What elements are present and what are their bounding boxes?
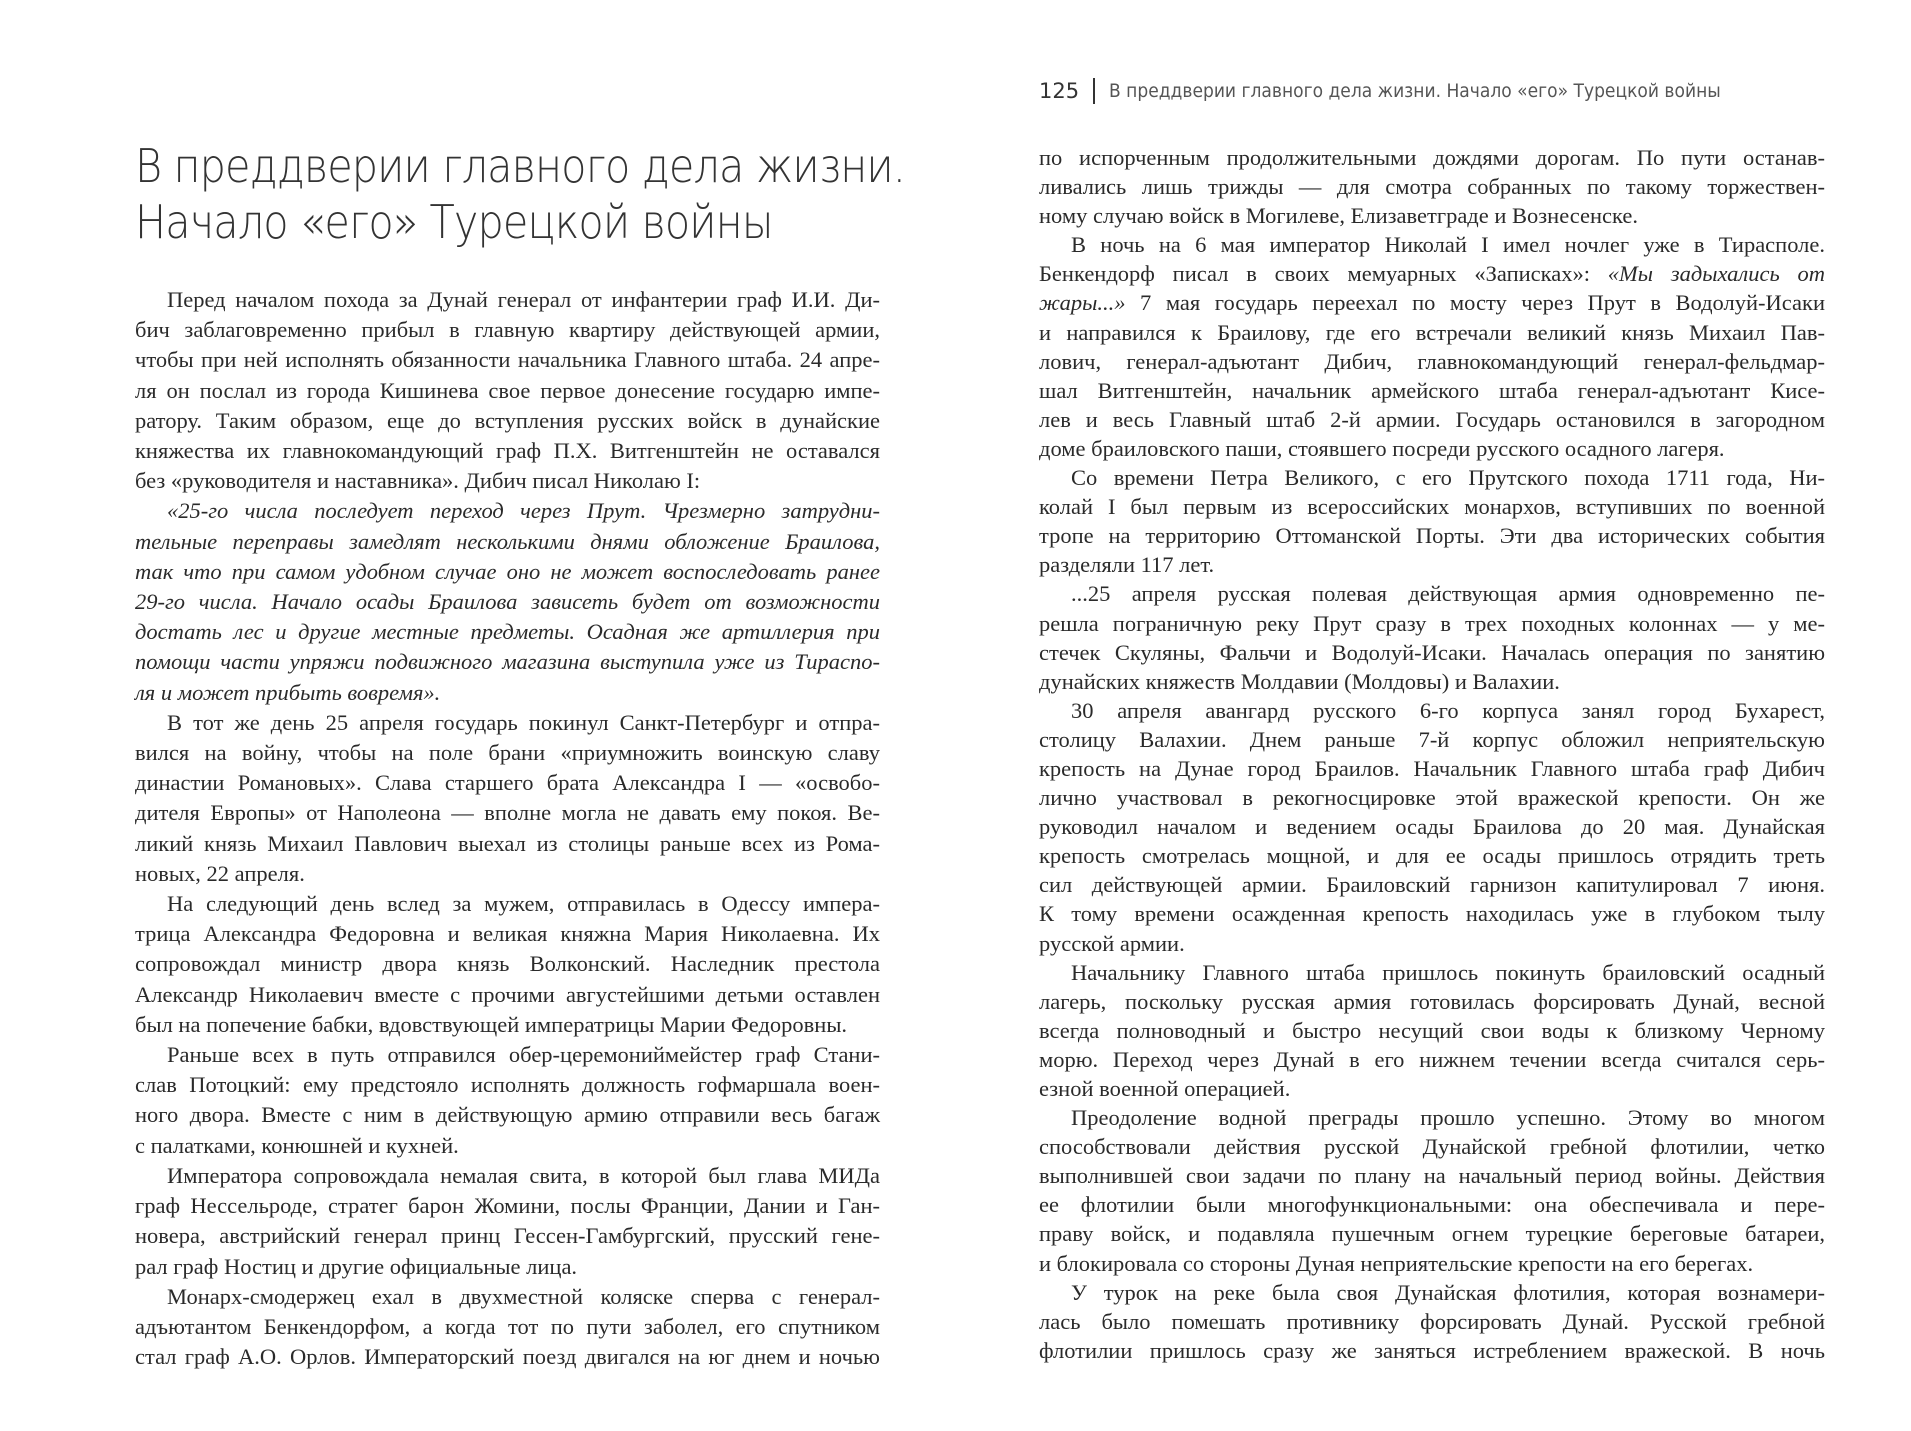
text-line: дунайских княжеств Молдавии (Молдовы) и Валахии. [1039, 668, 1560, 694]
text-line: бич заблаговременно прибыл в главную квартиру действующей армии, [135, 317, 880, 343]
running-head [1039, 78, 1789, 104]
paragraph [135, 285, 880, 496]
text-line: ...25 апреля русская полевая действующая армия одновременно пе- [1071, 581, 1825, 607]
paragraph [1039, 463, 1825, 579]
text-line: княжества их главнокомандующий граф П.Х. Витгенштейн не оставался [135, 438, 880, 464]
paragraph [1039, 143, 1825, 230]
text-line: и направился к Браилову, где его встречали великий князь Михаил Пав- [1039, 319, 1825, 345]
text-line: крепость смотрелась мощной, и для ее осады пришлось отрядить треть [1039, 843, 1825, 869]
text-line: способствовали действия русской Дунайской гребной флотилии, четко [1039, 1134, 1825, 1160]
text-line: 29-го числа. Начало осады Браилова зависеть будет от возможности [135, 589, 880, 615]
text-line: ее флотилии были многофункциональными: она обеспечивала и пере- [1039, 1192, 1825, 1218]
text-line: ного двора. Вместе с ним в действующую армию отправили весь багаж [135, 1102, 880, 1128]
text-line: новера, австрийский генерал принц Гессен-Гамбургский, прусский гене- [135, 1223, 880, 1249]
text-line: доме браиловского паши, стоявшего посреди русского осадного лагеря. [1039, 435, 1725, 461]
text-line: флотилии пришлось сразу же заняться истреблением вражеской. В ночь [1039, 1337, 1825, 1363]
chapter-title-line: Начало «его» Турецкой войны [135, 195, 773, 249]
text-line: В тот же день 25 апреля государь покинул Санкт-Петербург и отпра- [167, 709, 880, 735]
chapter-title [135, 138, 905, 250]
left-page-body [135, 285, 880, 1372]
text-line: без «руководителя и наставника». Дибич писал Николаю I: [135, 468, 701, 494]
text-line: Начальнику Главного штаба пришлось покинуть браиловский осадный [1071, 959, 1825, 985]
text-line: колай I был первым из всероссийских монархов, вступивших по военной [1039, 494, 1825, 520]
italic-quote: жары...» [1039, 290, 1141, 316]
text-line: шал Витгенштейн, начальник армейского штаба генерал-адъютант Кисе- [1039, 377, 1825, 403]
paragraph [1039, 1278, 1825, 1365]
text-line: тропе на территорию Оттоманской Порты. Эти два исторических события [1039, 523, 1825, 549]
text-line: Перед началом похода за Дунай генерал от инфантерии граф И.И. Ди- [167, 287, 880, 312]
text-line: так что при самом удобном случае оно не может воспоследовать ранее [135, 558, 880, 584]
text-line: Императора сопровождала немалая свита, в которой был глава МИДа [167, 1162, 880, 1188]
text-line: крепость на Дунае город Браилов. Начальник Главного штаба граф Дибич [1039, 755, 1825, 781]
paragraph [1039, 696, 1825, 958]
text-line: вился на войну, чтобы на поле брани «приумножить воинскую славу [135, 740, 880, 766]
text-line: На следующий день вслед за мужем, отправилась в Одессу импера- [167, 891, 880, 917]
running-head-title: В преддверии главного дела жизни. Начало «его» Турецкой войны [1109, 80, 1721, 102]
text-line [1039, 259, 1825, 288]
text-line: помощи части упряжи подвижного магазина выступила уже из Тираспо- [135, 649, 880, 675]
text-line: ратору. Таким образом, еще до вступления русских войск в дунайские [135, 407, 880, 433]
text-line: выполнившей свои задачи по плану на начальный период войны. Действия [1039, 1163, 1825, 1189]
text-line: лагерь, поскольку русская армия готовилась форсировать Дунай, весной [1039, 988, 1825, 1014]
text-line: стечек Скуляны, Фальчи и Водолуй-Исаки. Началась операция по занятию [1039, 639, 1825, 665]
text-line: лев и весь Главный штаб 2-й армии. Государь остановился в загородном [1039, 406, 1825, 432]
paragraph [135, 1040, 880, 1161]
header-divider [1093, 78, 1095, 104]
text-line: Александр Николаевич вместе с прочими августейшими детьми оставлен [135, 981, 880, 1007]
text-line: русской армии. [1039, 930, 1185, 956]
text-line: адъютантом Бенкендорфом, а когда тот по пути заболел, его спутником [135, 1313, 880, 1339]
text-line: столицу Валахии. Днем раньше 7-й корпус обложил неприятельскую [1039, 726, 1825, 752]
text-line: лась было помешать противнику форсировать Дунай. Русской гребной [1039, 1308, 1825, 1334]
paragraph [135, 708, 880, 889]
text-line: праву войск, и подавляла пушечным огнем турецкие береговые батареи, [1039, 1221, 1825, 1247]
paragraph [1039, 958, 1825, 1103]
text-line: граф Нессельроде, стратег барон Жомини, послы Франции, Дании и Ган- [135, 1193, 880, 1219]
text-line: К тому времени осажденная крепость находилась уже в глубоком тылу [1039, 901, 1825, 927]
text-line: разделяли 117 лет. [1039, 552, 1215, 578]
text-line: новых, 22 апреля. [135, 860, 305, 886]
text-line: ля и может прибыть вовремя». [135, 679, 441, 705]
text-line: чтобы при ней исполнять обязанности начальника Главного штаба. 24 апре- [135, 347, 880, 373]
text-line: решла пограничную реку Прут сразу в трех походных колоннах — у ме- [1039, 610, 1825, 636]
text-line: В ночь на 6 мая император Николай I имел ночлег уже в Тирасполе. [1071, 232, 1825, 258]
text-line: дителя Европы» от Наполеона — вполне могла не давать ему покоя. Ве- [135, 800, 880, 826]
text-line: ля он послал из города Кишинева свое первое донесение государю импе- [135, 377, 880, 403]
text-line: езной военной операцией. [1039, 1076, 1291, 1101]
text-line: рал граф Ностиц и другие официальные лица. [135, 1253, 578, 1279]
text-line: Раньше всех в путь отправился обер-церемониймейстер граф Стани- [167, 1042, 880, 1068]
chapter-title-line: В преддверии главного дела жизни. [135, 139, 906, 193]
text-line: Со времени Петра Великого, с его Прутского похода 1711 года, Ни- [1071, 465, 1825, 491]
text-line: Монарх-смодержец ехал в двухместной коляске сперва с генерал- [167, 1283, 880, 1309]
text-line: по испорченным продолжительными дождями дорогам. По пути останав- [1039, 145, 1825, 170]
text-line: морю. Переход через Дунай в его нижнем течении всегда считался серь- [1039, 1046, 1825, 1072]
paragraph [1039, 1103, 1825, 1278]
text-line: Преодоление водной преграды прошло успешно. Этому во многом [1071, 1105, 1825, 1131]
text-line: лович, генерал-адъютант Дибич, главнокомандующий генерал-фельдмар- [1039, 348, 1825, 374]
text-line: тельные переправы замедлят несколькими днями обложение Браилова, [135, 528, 880, 554]
text-line: трица Александра Федоровна и великая княжна Мария Николаевна. Их [135, 921, 880, 947]
page-number: 125 [1039, 79, 1080, 103]
paragraph [1039, 579, 1825, 695]
text-line: достать лес и другие местные предметы. Осадная же артиллерия при [135, 619, 880, 645]
text-line: сил действующей армии. Браиловский гарнизон капитулировал 7 июня. [1039, 872, 1825, 898]
text-line: всегда полноводный и быстро несущий свои воды к близкому Черному [1039, 1017, 1825, 1043]
text-line: ливались лишь трижды — для смотра собранных по такому торжествен- [1039, 174, 1825, 200]
text-segment: Бенкендорф писал в своих мемуарных «Записках»: [1039, 261, 1608, 287]
italic-quote: «Мы задыхались от [1607, 261, 1826, 287]
text-line: лично участвовал в рекогносцировке этой вражеской крепости. Он же [1039, 785, 1825, 811]
text-line: «25-го числа последует переход через Прут. Чрезмерно затрудни- [167, 498, 880, 524]
paragraph [135, 889, 880, 1040]
text-line: стал граф А.О. Орлов. Императорский поезд двигался на юг днем и ночью [135, 1344, 880, 1370]
text-line: с палатками, конюшней и кухней. [135, 1132, 459, 1158]
paragraph [135, 1282, 880, 1373]
text-line: 30 апреля авангард русского 6-го корпуса занял город Бухарест, [1071, 697, 1825, 723]
text-line: У турок на реке была своя Дунайская флотилия, которая вознамери- [1071, 1279, 1825, 1305]
text-line: ликий князь Михаил Павлович выехал из столицы раньше всех из Рома- [135, 830, 880, 856]
text-line: слав Потоцкий: ему предстояло исполнять должность гофмаршала воен- [135, 1072, 880, 1098]
text-line: и блокировала со стороны Дуная неприятельские крепости на его берегах. [1039, 1250, 1754, 1276]
right-page-body [1039, 143, 1825, 1365]
text-segment: 7 мая государь переехал по мосту через Прут в Водолуй-Исаки [1140, 290, 1825, 316]
text-line: руководил началом и ведением осады Браилова до 20 мая. Дунайская [1039, 814, 1825, 840]
text-line [1039, 288, 1825, 317]
paragraph [1039, 230, 1825, 463]
text-line: был на попечение бабки, вдовствующей императрицы Марии Федоровны. [135, 1011, 848, 1037]
text-line: династии Романовых». Слава старшего брата Александра I — «освобо- [135, 770, 880, 796]
text-line: сопровождал министр двора князь Волконский. Наследник престола [135, 951, 880, 977]
paragraph [135, 496, 880, 707]
text-line: ному случаю войск в Могилеве, Елизаветграде и Вознесенске. [1039, 203, 1639, 229]
paragraph [135, 1161, 880, 1282]
